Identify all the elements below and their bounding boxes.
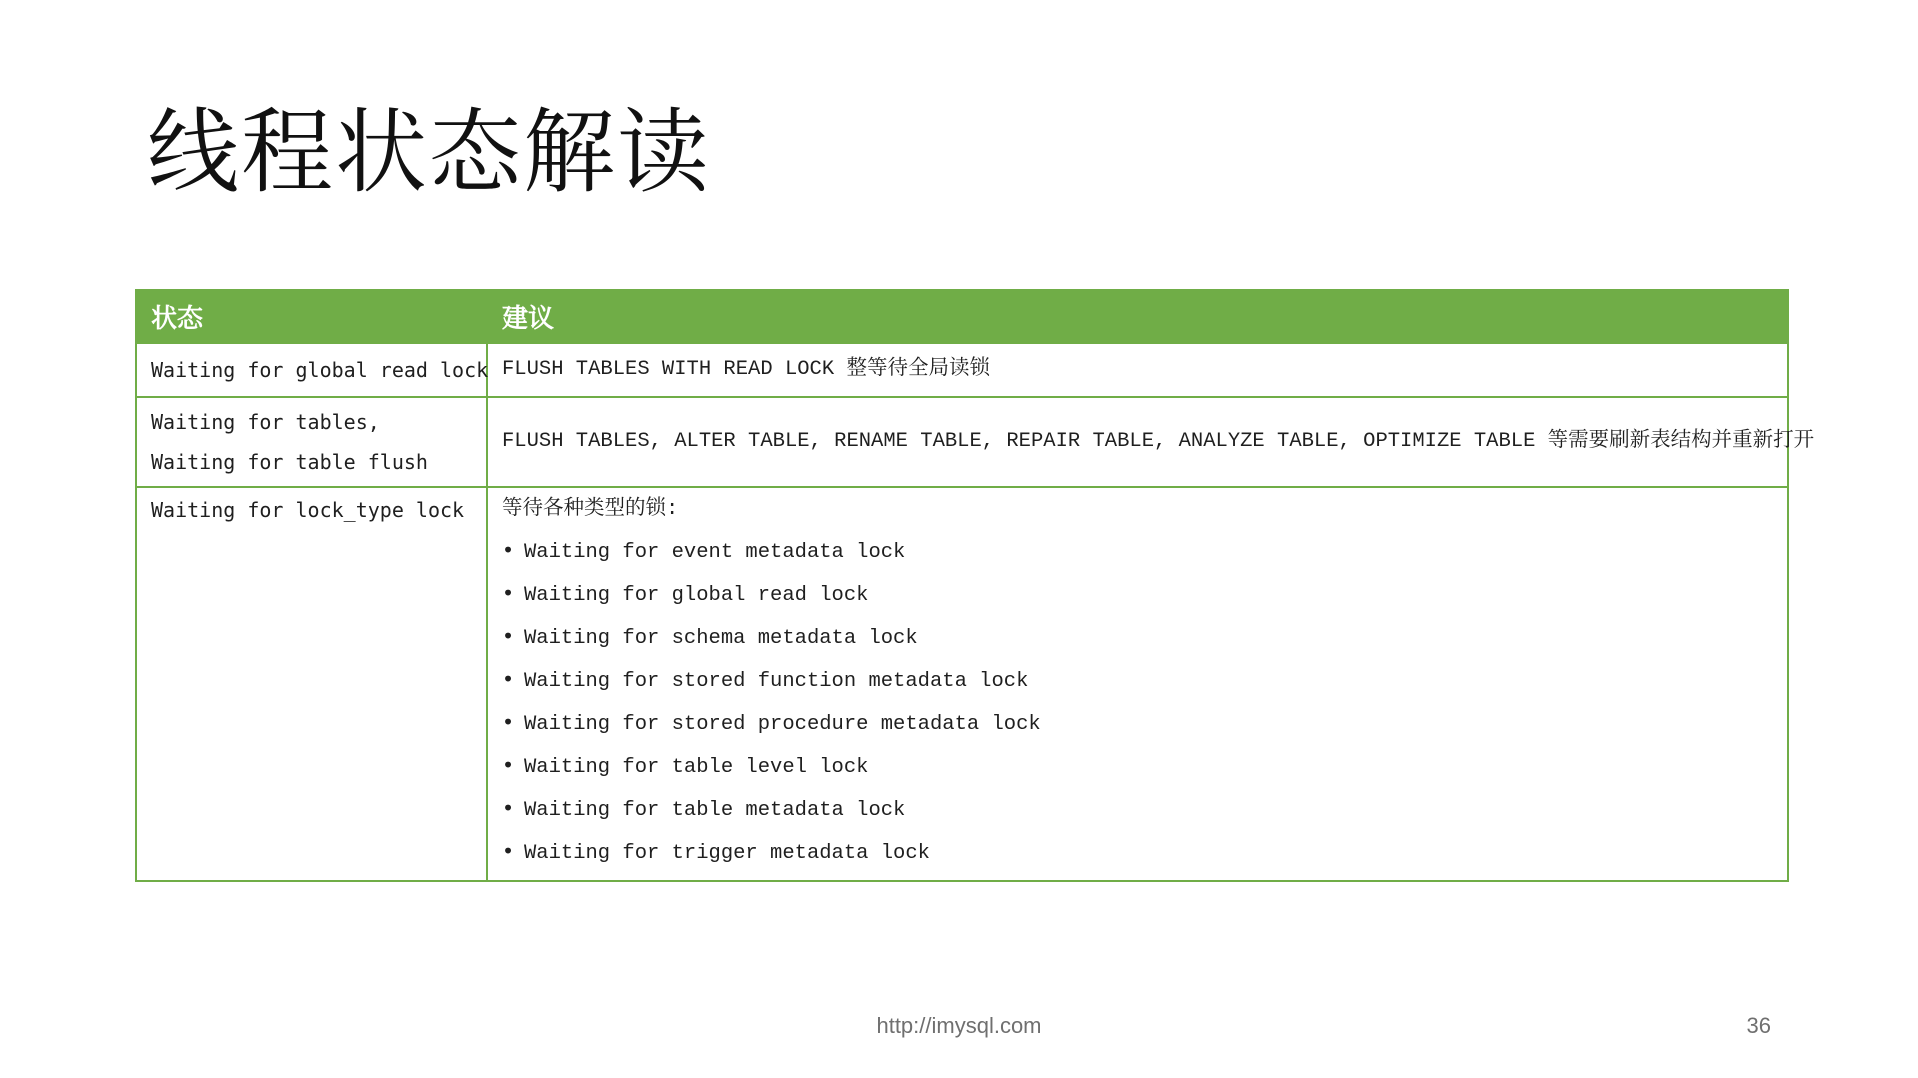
slide-title: 线程状态解读 (147, 99, 712, 206)
footer-url: http://imysql.com (876, 1013, 1042, 1038)
thread-state-table-wrapper (135, 289, 1815, 882)
table-header-row (136, 290, 1788, 343)
list-item-text: Waiting for table metadata lock (524, 799, 906, 822)
bullet-icon: • (502, 581, 515, 605)
page-number: 36 (1746, 1013, 1771, 1038)
list-item (502, 702, 1773, 745)
list-item (502, 616, 1773, 659)
advice-cell (487, 397, 1815, 487)
list-item-text: Waiting for trigger metadata lock (524, 842, 930, 865)
header-state: 状态 (136, 290, 487, 343)
advice-text: FLUSH TABLES WITH READ LOCK 整等待全局读锁 (502, 358, 990, 381)
advice-text: FLUSH TABLES, ALTER TABLE, RENAME TABLE, REPAIR TABLE, ANALYZE TABLE, OPTIMIZE TABLE 等需要刷新表结构并重新打开 (502, 430, 1815, 453)
list-item-text: Waiting for stored procedure metadata lock (524, 713, 1041, 736)
state-cell (136, 343, 487, 397)
lock-type-list (502, 530, 1773, 874)
list-item-text: Waiting for table level lock (524, 756, 869, 779)
list-item-text: Waiting for stored function metadata lock (524, 670, 1029, 693)
bullet-icon: • (502, 624, 515, 648)
list-item-text: Waiting for schema metadata lock (524, 627, 918, 650)
state-text: Waiting for table flush (151, 450, 428, 474)
state-cell (136, 397, 487, 487)
bullet-icon: • (502, 538, 515, 562)
table-row (136, 487, 1788, 881)
thread-state-table (135, 289, 1815, 882)
table-row (136, 343, 1788, 397)
state-text: Waiting for lock_type lock (151, 498, 465, 522)
list-item-text: Waiting for event metadata lock (524, 541, 906, 564)
list-item (502, 573, 1773, 616)
state-text: Waiting for tables, (151, 410, 380, 434)
bullet-icon: • (502, 796, 515, 820)
list-item (502, 659, 1773, 702)
bullet-icon: • (502, 753, 515, 777)
bullet-icon: • (502, 710, 515, 734)
bullet-icon: • (502, 839, 515, 863)
advice-cell (487, 343, 1788, 397)
list-item (502, 530, 1773, 573)
header-advice: 建议 (487, 290, 1788, 343)
list-item (502, 745, 1773, 788)
state-text: Waiting for global read lock (151, 358, 489, 382)
advice-intro: 等待各种类型的锁: (502, 498, 679, 521)
bullet-icon: • (502, 667, 515, 691)
advice-cell (487, 487, 1788, 881)
list-item (502, 831, 1773, 874)
list-item-text: Waiting for global read lock (524, 584, 869, 607)
list-item (502, 788, 1773, 831)
state-cell (136, 487, 487, 881)
table-row (136, 397, 1788, 487)
